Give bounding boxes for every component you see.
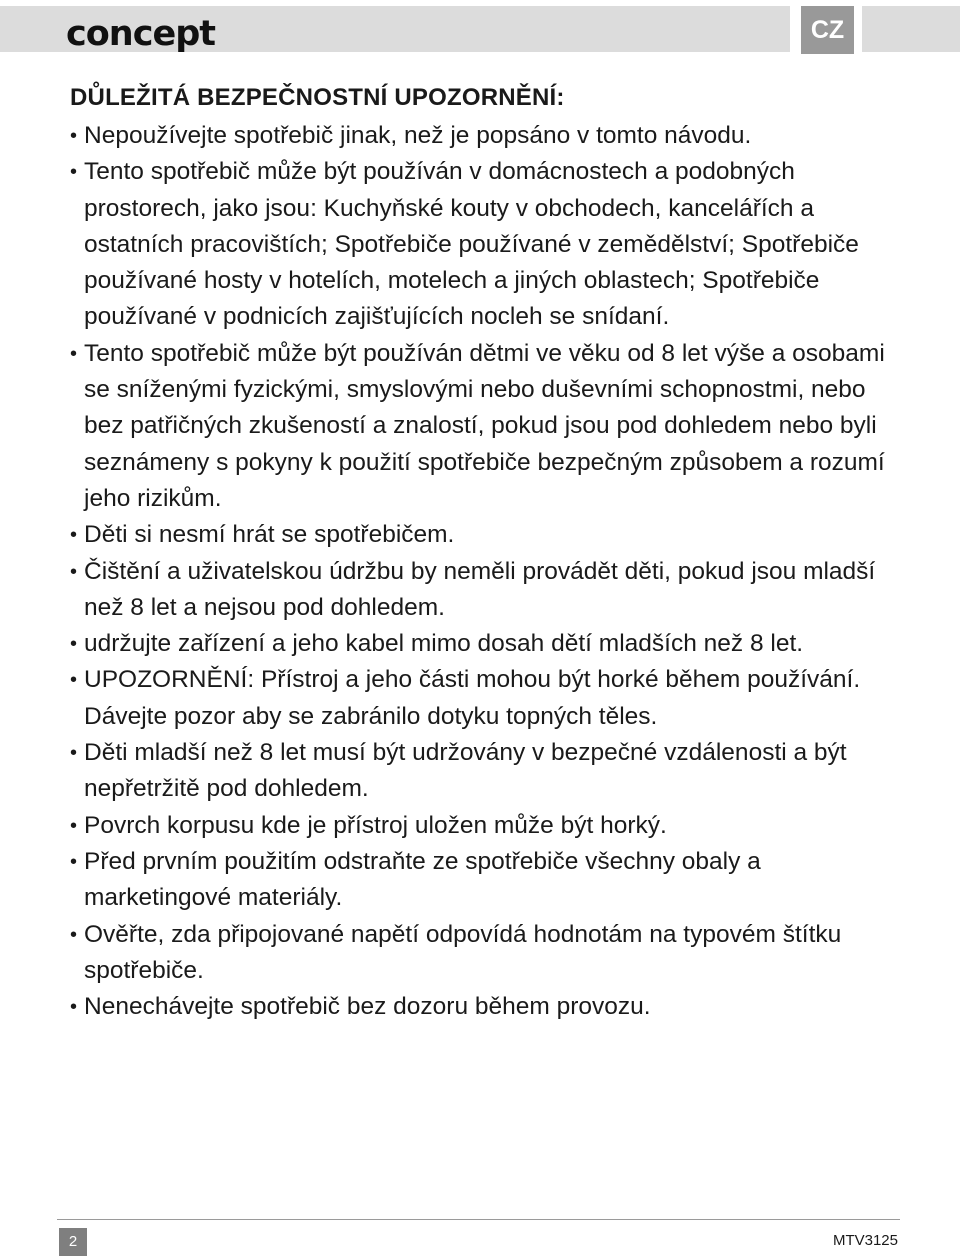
- list-item: [70, 336, 900, 517]
- list-item-text: Děti si nesmí hrát se spotřebičem.: [84, 521, 455, 549]
- bullet-icon: •: [70, 814, 78, 837]
- header-bar: [0, 6, 790, 52]
- footer-divider: [57, 1219, 900, 1220]
- bullet-icon: •: [70, 560, 78, 583]
- list-item: [70, 989, 900, 1025]
- brand-logo: concept: [66, 14, 215, 54]
- section-heading: DŮLEŽITÁ BEZPEČNOSTNÍ UPOZORNĚNÍ:: [70, 84, 565, 111]
- list-item: [70, 154, 900, 335]
- warnings-list: [70, 118, 900, 1025]
- list-item-text: Povrch korpusu kde je přístroj uložen může být horký.: [84, 811, 667, 839]
- bullet-icon: •: [70, 742, 78, 765]
- list-item: [70, 118, 900, 154]
- language-badge: CZ: [801, 6, 854, 54]
- list-item-text: Ověřte, zda připojované napětí odpovídá hodnotám na typovém štítku spotřebiče.: [84, 920, 842, 984]
- bullet-icon: •: [70, 161, 78, 184]
- model-number: MTV3125: [832, 1232, 898, 1249]
- page-number: 2: [59, 1228, 87, 1256]
- bullet-icon: •: [70, 633, 78, 656]
- bullet-icon: •: [70, 923, 78, 946]
- list-item: [70, 808, 900, 844]
- bullet-icon: •: [70, 342, 78, 365]
- bullet-icon: •: [70, 669, 78, 692]
- list-item-text: udržujte zařízení a jeho kabel mimo dosah dětí mladších než 8 let.: [84, 630, 804, 658]
- bullet-icon: •: [70, 850, 78, 873]
- list-item: [70, 735, 900, 808]
- list-item-text: Tento spotřebič může být používán v domácnostech a podobných prostorech, jako jsou: Kuchyňské kouty v obchodech, kancelářích a ostatních pracovištích; Spotřebiče používané v zemědělství; Spotřebiče používané hosty v hotelích, motelech a jiných oblastech; Spotřebiče používané v podnicích zajišťujících nocleh se snídaní.: [84, 158, 859, 331]
- list-item: [70, 626, 900, 662]
- bullet-icon: •: [70, 996, 78, 1019]
- list-item: [70, 844, 900, 917]
- bullet-icon: •: [70, 125, 78, 147]
- list-item: [70, 554, 900, 627]
- list-item-text: Děti mladší než 8 let musí být udržovány v bezpečné vzdálenosti a být nepřetržitě pod dohledem.: [84, 739, 847, 803]
- list-item: [70, 517, 900, 553]
- list-item-text: Čištění a uživatelskou údržbu by neměli provádět děti, pokud jsou mladší než 8 let a nejsou pod dohledem.: [84, 557, 876, 621]
- header-bar-right: [862, 6, 960, 52]
- bullet-icon: •: [70, 524, 78, 547]
- list-item-text: UPOZORNĚNÍ: Přístroj a jeho části mohou být horké během používání. Dávejte pozor aby se zabránilo dotyku topných těles.: [84, 666, 861, 730]
- list-item-text: Nepoužívejte spotřebič jinak, než je popsáno v tomto návodu.: [84, 122, 752, 149]
- list-item-text: Nenechávejte spotřebič bez dozoru během provozu.: [84, 993, 651, 1021]
- list-item: [70, 917, 900, 990]
- list-item-text: Tento spotřebič může být používán dětmi ve věku od 8 let výše a osobami se sníženými fyzickými, smyslovými nebo duševními schopnostmi, nebo bez patřičných zkušeností a znalostí, pokud jsou pod dohledem nebo byli seznámeny s pokyny k použití spotřebiče bezpečným způsobem a rozumí jeho rizikům.: [84, 339, 885, 512]
- list-item: [70, 662, 900, 735]
- list-item-text: Před prvním použitím odstraňte ze spotřebiče všechny obaly a marketingové materiály.: [84, 847, 761, 912]
- safety-section: [70, 80, 900, 1025]
